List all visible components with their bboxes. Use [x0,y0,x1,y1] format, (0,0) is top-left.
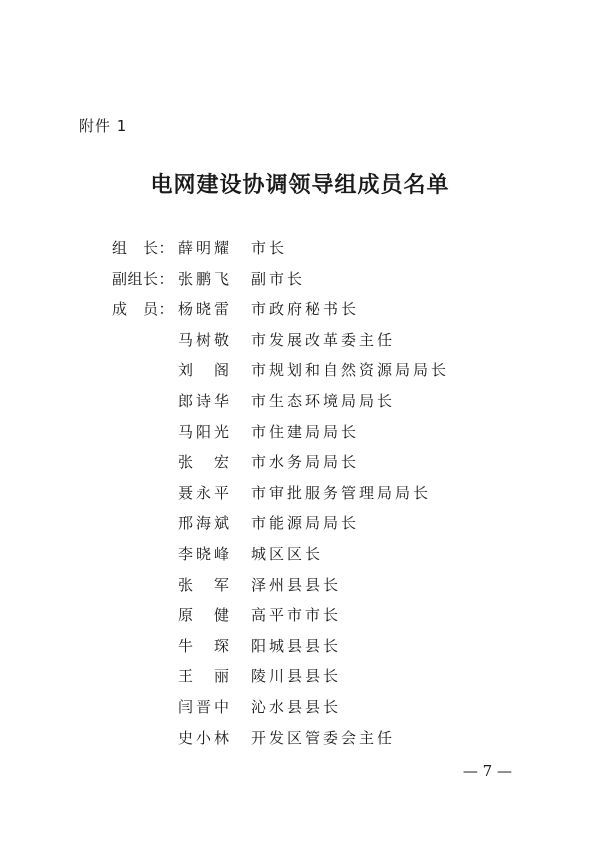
member-name: 聂永平 [178,483,233,502]
member-position: 市长 [251,239,288,257]
member-row [0,386,600,417]
member-row [0,294,600,325]
member-name: 邢海斌 [178,514,233,533]
member-name: 牛 琛 [178,636,233,655]
member-role: 组 长： [112,239,175,257]
member-row [0,570,600,601]
member-name: 刘 阁 [178,361,233,380]
member-position: 市政府秘书长 [251,300,360,319]
member-position: 市住建局局长 [251,422,360,441]
member-role: 副组长： [112,269,175,288]
member-row [0,447,600,478]
member-row [0,478,600,509]
page-number: — 7 — [462,762,512,780]
member-row [0,723,600,754]
member-row [0,539,600,570]
member-name: 原 健 [178,606,233,625]
member-position: 市能源局局长 [251,514,360,533]
member-name: 王 丽 [178,667,233,686]
member-name: 马阳光 [178,422,233,441]
member-name: 张鹏飞 [178,269,233,288]
member-name: 闫晋中 [178,697,233,716]
member-name: 杨晓雷 [178,300,233,319]
member-name: 史小林 [178,728,233,747]
member-position: 市发展改革委主任 [251,330,396,349]
attachment-label: 附件 1 [79,117,128,135]
member-row [0,417,600,448]
member-position: 开发区管委会主任 [251,728,396,747]
member-row [0,631,600,662]
member-position: 沁水县县长 [251,697,342,716]
member-row [0,692,600,723]
member-name: 郎诗华 [178,391,233,410]
member-name: 马树敬 [178,330,233,349]
member-name: 张 军 [178,575,233,594]
member-row [0,355,600,386]
member-row [0,661,600,692]
member-roster [0,233,600,753]
member-position: 陵川县县长 [251,667,342,686]
member-name: 张 宏 [178,453,233,472]
member-position: 阳城县县长 [251,636,342,655]
member-position: 泽州县县长 [251,575,342,594]
member-row [0,600,600,631]
member-position: 市水务局局长 [251,453,360,472]
member-name: 李晓峰 [178,544,233,563]
member-position: 高平市市长 [251,606,342,625]
member-row [0,508,600,539]
member-position: 市审批服务管理局局长 [251,483,432,502]
member-row [0,325,600,356]
member-position: 市规划和自然资源局局长 [251,361,450,380]
member-position: 市生态环境局局长 [251,391,396,410]
member-row [0,233,600,264]
member-position: 城区区长 [251,544,324,563]
member-position: 副市长 [251,269,306,288]
member-name: 薛明耀 [178,239,233,257]
document-title: 电网建设协调领导组成员名单 [150,173,450,198]
member-row [0,264,600,295]
member-role: 成 员： [112,300,175,319]
